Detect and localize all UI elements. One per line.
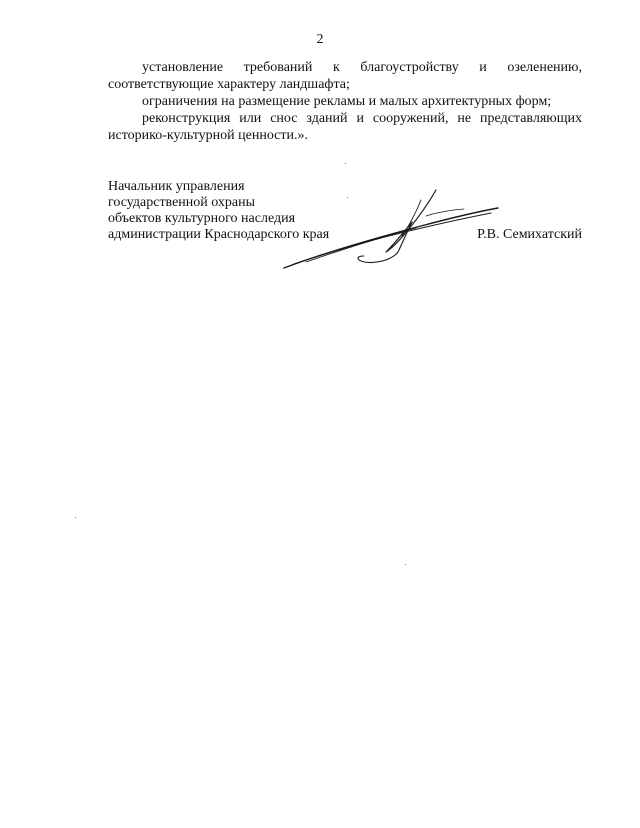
paragraph-landscaping: установление требований к благоустройству и озеленению, соответствующие характеру ландшафта; — [108, 60, 582, 92]
position-line: администрации Краснодарского края — [108, 227, 330, 242]
page-number: 2 — [316, 32, 324, 47]
scan-speck — [347, 197, 348, 198]
signature-stroke — [284, 208, 498, 268]
signature-stroke — [426, 209, 464, 216]
position-line: Начальник управления — [108, 179, 245, 194]
scan-speck — [75, 517, 76, 518]
position-line: государственной охраны — [108, 195, 256, 210]
paragraph-advertising: ограничения на размещение рекламы и малых архитектурных форм; — [142, 94, 552, 109]
signer-name: Р.В. Семихатский — [477, 227, 582, 242]
handwritten-signature — [276, 182, 506, 274]
body-text — [108, 59, 582, 144]
scan-speck — [405, 564, 406, 565]
position-line: объектов культурного наследия — [108, 211, 296, 226]
paragraph-reconstruction: реконструкция или снос зданий и сооружений, не представляющих историко-культурной ценности.». — [108, 111, 582, 143]
scan-speck — [345, 163, 346, 164]
